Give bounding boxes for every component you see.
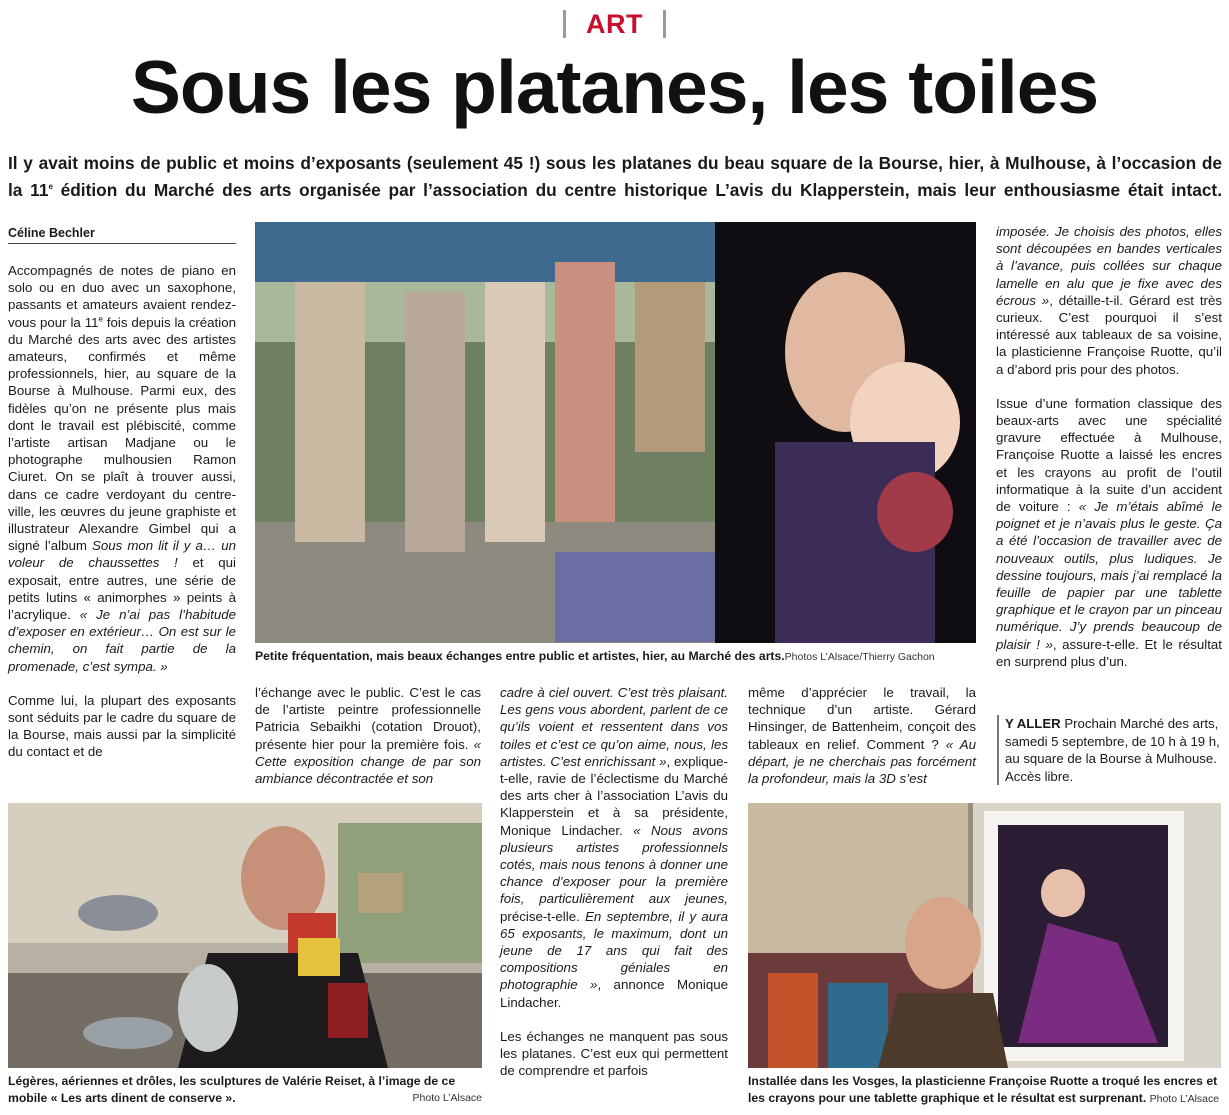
column-2 bbox=[255, 684, 481, 804]
main-caption-text: Petite fréquentation, mais beaux échanges entre public et artistes, hier, au Marché des arts. bbox=[255, 649, 785, 663]
col1-quote: « Je n’ai pas l’habitude d’exposer en extérieur… On est sur le chemin, on fait partie de la promenade, c’est sympa. » bbox=[8, 607, 237, 674]
col3-p1-b: , explique-t-elle, ravie de l’éclectisme du Marché des arts cher à l’association L’avis du Klapperstein et à sa présidente, Monique Lindacher. bbox=[500, 753, 728, 838]
lead-paragraph bbox=[8, 150, 1222, 204]
column-3 bbox=[500, 684, 728, 1096]
col5-paragraph-1 bbox=[996, 223, 1222, 378]
col5-paragraph-2 bbox=[996, 395, 1222, 670]
col3-quote-1: cadre à ciel ouvert. C’est très plaisant. Les gens vous abordent, parlent de ce qu’ils voient et ressentent dans vos toiles et c’est ce qu’on aime, nous, les artistes. C’est enrichissant » bbox=[500, 685, 728, 769]
artist-photo-caption bbox=[748, 1073, 1222, 1108]
column-1 bbox=[8, 262, 236, 778]
rubric-bar-left bbox=[563, 10, 566, 38]
mobile-photo-caption bbox=[8, 1073, 482, 1107]
col3-quote-2: « Nous avons plusieurs artistes professionnels cotés, mais nous tenons à donner une chance d’exposer pour la première fois, particulièrement aux jeunes, bbox=[500, 822, 728, 907]
column-5 bbox=[996, 223, 1222, 687]
lead-line-1 bbox=[8, 150, 1222, 177]
headline: Sous les platanes, les toiles bbox=[130, 45, 1099, 129]
col5-quote-1: imposée. Je choisis des photos, elles sont découpées en bandes verticales à l’avance, puis collées sur chaque lamelle en alu que je fixe avec des écrous » bbox=[996, 224, 1222, 308]
col3-p1-d: , annonce Monique Lindacher. bbox=[500, 977, 728, 1010]
mobile-sculpture-photo bbox=[8, 803, 482, 1068]
rubric-bar-right bbox=[663, 10, 666, 38]
col3-p1-c: précise-t-elle. bbox=[500, 908, 586, 924]
col5-p2-a: Issue d’une formation classique des beaux-arts avec une spécialité gravure effectuée à Mulhouse, Françoise Ruotte a laissé les encres et les crayons au profit de l’outil informatique à la suite d’un accident de voiture : bbox=[996, 395, 1222, 515]
col3-paragraph-1 bbox=[500, 684, 728, 1011]
col4-p1-a: même d’apprécier le travail, la technique d’un artiste. Gérard Hinsinger, de Battenheim, conçoit des tableaux en relief. Comment ? bbox=[748, 685, 976, 752]
col1-paragraph-1 bbox=[8, 262, 236, 675]
col4-quote: « Au départ, je ne cherchais pas forcément la profondeur, mais la 3D s’est bbox=[748, 736, 976, 787]
right-photo-credit: Photo L’Alsace bbox=[1149, 1093, 1220, 1105]
main-photo-illustration bbox=[255, 222, 976, 643]
lead-line-2-pre: la 11 bbox=[8, 180, 49, 200]
col2-paragraph-1 bbox=[255, 684, 481, 787]
left-photo-credit: Photo L’Alsace bbox=[412, 1092, 482, 1104]
col5-quote-2: « Je m’étais abîmé le poignet et je n’avais plus le geste. Ça a été l’occasion de travailler avec de nouveaux outils, plus ludiques. Je dessine toujours, mais j’ai remplacé la feuille de papier par une tablette graphique et le crayon par un pinceau numérique. J’y prends beaucoup de plaisir ! » bbox=[996, 499, 1223, 652]
rubric-label: ART bbox=[586, 8, 643, 39]
col5-p2-b: , assure-t-elle. Et le résultat en surprend plus d’un. bbox=[996, 636, 1222, 669]
col2-quote: « Cette exposition change de par son ambiance décontractée et son bbox=[255, 736, 481, 787]
col1-p1-c: et qui exposait, entre autres, une série de petits lutins « animorphes » peints à l’acrylique. bbox=[8, 555, 236, 623]
byline: Céline Bechler bbox=[8, 226, 236, 244]
right-caption-text: Installée dans les Vosges, la plasticienne Françoise Ruotte a troqué les encres et les crayons pour une tablette graphique et le résultat est surprenant. bbox=[748, 1074, 1218, 1105]
col4-paragraph-1 bbox=[748, 684, 976, 787]
mobile-sculpture-illustration bbox=[8, 803, 482, 1068]
col1-paragraph-2: Comme lui, la plupart des exposants sont séduits par le cadre du square de la Bourse, mais aussi par la simplicité du contact et de bbox=[8, 692, 236, 760]
col1-p1-b: fois depuis la création du Marché des arts avec des artistes amateurs, confirmés et même professionnels, hier, au square de la Bourse à Mulhouse. Parmi eux, des fidèles qu’on ne présente plus mais dont le travail est plébiscité, comme l’artiste artisan Madjane ou le photographe mulhousien Ramon Ciuret. On se plaît à trouver aussi, dans ce cadre verdoyant du centre-ville, les œuvres du jeune graphiste et illustrateur Alexandre Gimbel qui a signé l’album bbox=[8, 314, 237, 554]
lead-line-1-text: Il y avait moins de public et moins d’exposants (seulement 45 !) sous les platanes du beau square de la Bourse, hier, à Mulhouse, à l’occasion de bbox=[8, 153, 1222, 173]
left-caption-text: Légères, aériennes et drôles, les sculptures de Valérie Reiset, à l’image de ce mobile « Les arts dinent de conserve ». bbox=[8, 1074, 456, 1105]
artist-portrait-illustration bbox=[748, 803, 1221, 1068]
col1-book-title: Sous mon lit il y a… un voleur de chaussettes ! bbox=[8, 538, 236, 571]
col2-p1-a: l’échange avec le public. C’est le cas de l’artiste peintre professionnelle Patricia Sebaikhi (cotation Drouot), présente hier pour la première fois. bbox=[255, 685, 481, 752]
col5-p1-b: , détaille-t-il. Gérard est très curieux. C’est pourquoi il s’est intéressé aux tableaux de sa voisine, la plasticienne Françoise Ruotte, qu’il a d’abord pris pour des photos. bbox=[996, 292, 1222, 377]
main-photo-caption bbox=[255, 648, 977, 666]
lead-sup: e bbox=[48, 182, 53, 192]
info-box-text: Prochain Marché des arts, samedi 5 septembre, de 10 h à 19 h, au square de la Bourse à Mulhouse. Accès libre. bbox=[1005, 716, 1220, 784]
col1-sup: e bbox=[98, 314, 103, 324]
rubric-header bbox=[0, 6, 1229, 42]
col3-paragraph-2: Les échanges ne manquent pas sous les platanes. C’est eux qui permettent de comprendre et parfois bbox=[500, 1028, 728, 1079]
column-4 bbox=[748, 684, 976, 804]
main-photo bbox=[255, 222, 976, 643]
col1-p1-a: Accompagnés de notes de piano en solo ou en duo avec un saxophone, passants et amateurs avaient rendez-vous pour la 11 bbox=[8, 263, 236, 330]
artist-portrait-photo bbox=[748, 803, 1221, 1068]
lead-line-2-post: édition du Marché des arts organisée par l’association du centre historique L’avis du Klapperstein, mais leur enthousiasme était intact. bbox=[52, 180, 1222, 200]
info-box-tag: Y ALLER bbox=[1005, 716, 1061, 731]
col3-quote-3: En septembre, il y aura 65 exposants, le maximum, dont un jeune de 17 ans qui fait des compositions géniales en photographie » bbox=[500, 908, 728, 993]
lead-line-2 bbox=[8, 177, 1222, 204]
info-box bbox=[997, 715, 1229, 785]
main-photo-credit: Photos L’Alsace/Thierry Gachon bbox=[784, 651, 935, 663]
